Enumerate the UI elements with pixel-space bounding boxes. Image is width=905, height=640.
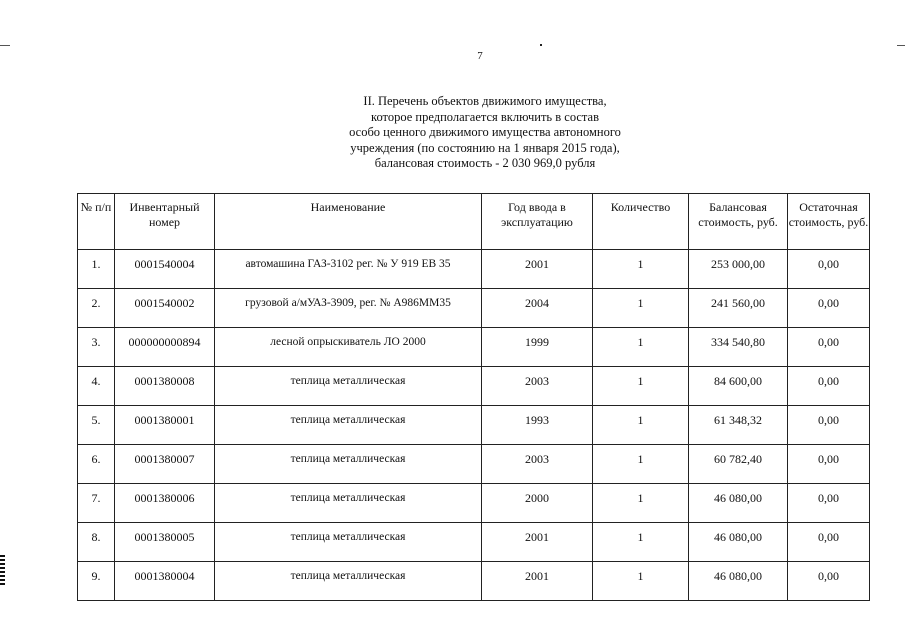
cell-num: 6.	[78, 445, 115, 484]
table-row	[78, 523, 870, 562]
cell-balance-value: 46 080,00	[689, 523, 788, 562]
scan-mark	[0, 45, 10, 46]
cell-name: теплица металлическая	[215, 484, 482, 523]
table-row	[78, 484, 870, 523]
page-number: 7	[477, 50, 483, 62]
cell-year: 2001	[482, 523, 593, 562]
cell-residual-value: 0,00	[788, 406, 870, 445]
cell-num: 3.	[78, 328, 115, 367]
header-quantity: Количество	[593, 194, 689, 250]
table-row	[78, 328, 870, 367]
cell-quantity: 1	[593, 367, 689, 406]
section-heading	[300, 94, 670, 172]
cell-inventory-number: 0001540002	[115, 289, 215, 328]
cell-name: автомашина ГАЗ-3102 рег. № У 919 ЕВ 35	[215, 250, 482, 289]
cell-name: теплица металлическая	[215, 523, 482, 562]
cell-inventory-number: 0001380007	[115, 445, 215, 484]
cell-balance-value: 60 782,40	[689, 445, 788, 484]
header-year: Год ввода в эксплуатацию	[482, 194, 593, 250]
cell-balance-value: 241 560,00	[689, 289, 788, 328]
cell-year: 2001	[482, 562, 593, 601]
cell-num: 8.	[78, 523, 115, 562]
cell-quantity: 1	[593, 250, 689, 289]
cell-name: теплица металлическая	[215, 445, 482, 484]
cell-quantity: 1	[593, 445, 689, 484]
heading-line: особо ценного движимого имущества автономного	[349, 125, 621, 139]
cell-num: 1.	[78, 250, 115, 289]
header-residual-value: Остаточная стоимость, руб.	[788, 194, 870, 250]
cell-num: 4.	[78, 367, 115, 406]
cell-inventory-number: 0001380005	[115, 523, 215, 562]
cell-residual-value: 0,00	[788, 289, 870, 328]
cell-inventory-number: 0001540004	[115, 250, 215, 289]
heading-line: балансовая стоимость - 2 030 969,0 рубля	[374, 156, 596, 170]
header-inventory-number: Инвентарный номер	[115, 194, 215, 250]
scan-speck	[540, 44, 542, 46]
cell-name: лесной опрыскиватель ЛО 2000	[215, 328, 482, 367]
cell-inventory-number: 000000000894	[115, 328, 215, 367]
cell-quantity: 1	[593, 406, 689, 445]
cell-inventory-number: 0001380006	[115, 484, 215, 523]
table-row	[78, 562, 870, 601]
table-row	[78, 445, 870, 484]
cell-num: 5.	[78, 406, 115, 445]
cell-name: теплица металлическая	[215, 367, 482, 406]
heading-line: II. Перечень объектов движимого имущества,	[363, 94, 607, 108]
cell-inventory-number: 0001380008	[115, 367, 215, 406]
cell-year: 2004	[482, 289, 593, 328]
scan-mark	[897, 45, 905, 46]
cell-balance-value: 334 540,80	[689, 328, 788, 367]
cell-year: 2003	[482, 367, 593, 406]
header-balance-value: Балансовая стоимость, руб.	[689, 194, 788, 250]
cell-balance-value: 253 000,00	[689, 250, 788, 289]
cell-name: теплица металлическая	[215, 562, 482, 601]
cell-name: теплица металлическая	[215, 406, 482, 445]
cell-year: 2001	[482, 250, 593, 289]
table-header-row	[78, 194, 870, 250]
cell-inventory-number: 0001380001	[115, 406, 215, 445]
cell-inventory-number: 0001380004	[115, 562, 215, 601]
cell-quantity: 1	[593, 289, 689, 328]
cell-quantity: 1	[593, 484, 689, 523]
cell-year: 2003	[482, 445, 593, 484]
cell-year: 1999	[482, 328, 593, 367]
cell-quantity: 1	[593, 523, 689, 562]
scan-edge-artifact	[0, 555, 5, 585]
cell-residual-value: 0,00	[788, 250, 870, 289]
cell-quantity: 1	[593, 562, 689, 601]
cell-num: 9.	[78, 562, 115, 601]
table-row	[78, 289, 870, 328]
cell-balance-value: 61 348,32	[689, 406, 788, 445]
header-name: Наименование	[215, 194, 482, 250]
heading-line: которое предполагается включить в состав	[371, 109, 599, 124]
table-row	[78, 367, 870, 406]
table-row	[78, 250, 870, 289]
table-row	[78, 406, 870, 445]
cell-name: грузовой а/мУАЗ-3909, рег. № А986ММ35	[215, 289, 482, 328]
cell-residual-value: 0,00	[788, 445, 870, 484]
cell-residual-value: 0,00	[788, 367, 870, 406]
heading-line: учреждения (по состоянию на 1 января 2015 года),	[350, 140, 620, 155]
inventory-table	[77, 193, 870, 601]
header-num: № п/п	[78, 194, 115, 250]
cell-num: 2.	[78, 289, 115, 328]
cell-residual-value: 0,00	[788, 484, 870, 523]
cell-num: 7.	[78, 484, 115, 523]
cell-residual-value: 0,00	[788, 562, 870, 601]
cell-residual-value: 0,00	[788, 523, 870, 562]
cell-year: 1993	[482, 406, 593, 445]
cell-balance-value: 84 600,00	[689, 367, 788, 406]
cell-balance-value: 46 080,00	[689, 484, 788, 523]
cell-balance-value: 46 080,00	[689, 562, 788, 601]
cell-year: 2000	[482, 484, 593, 523]
cell-residual-value: 0,00	[788, 328, 870, 367]
cell-quantity: 1	[593, 328, 689, 367]
